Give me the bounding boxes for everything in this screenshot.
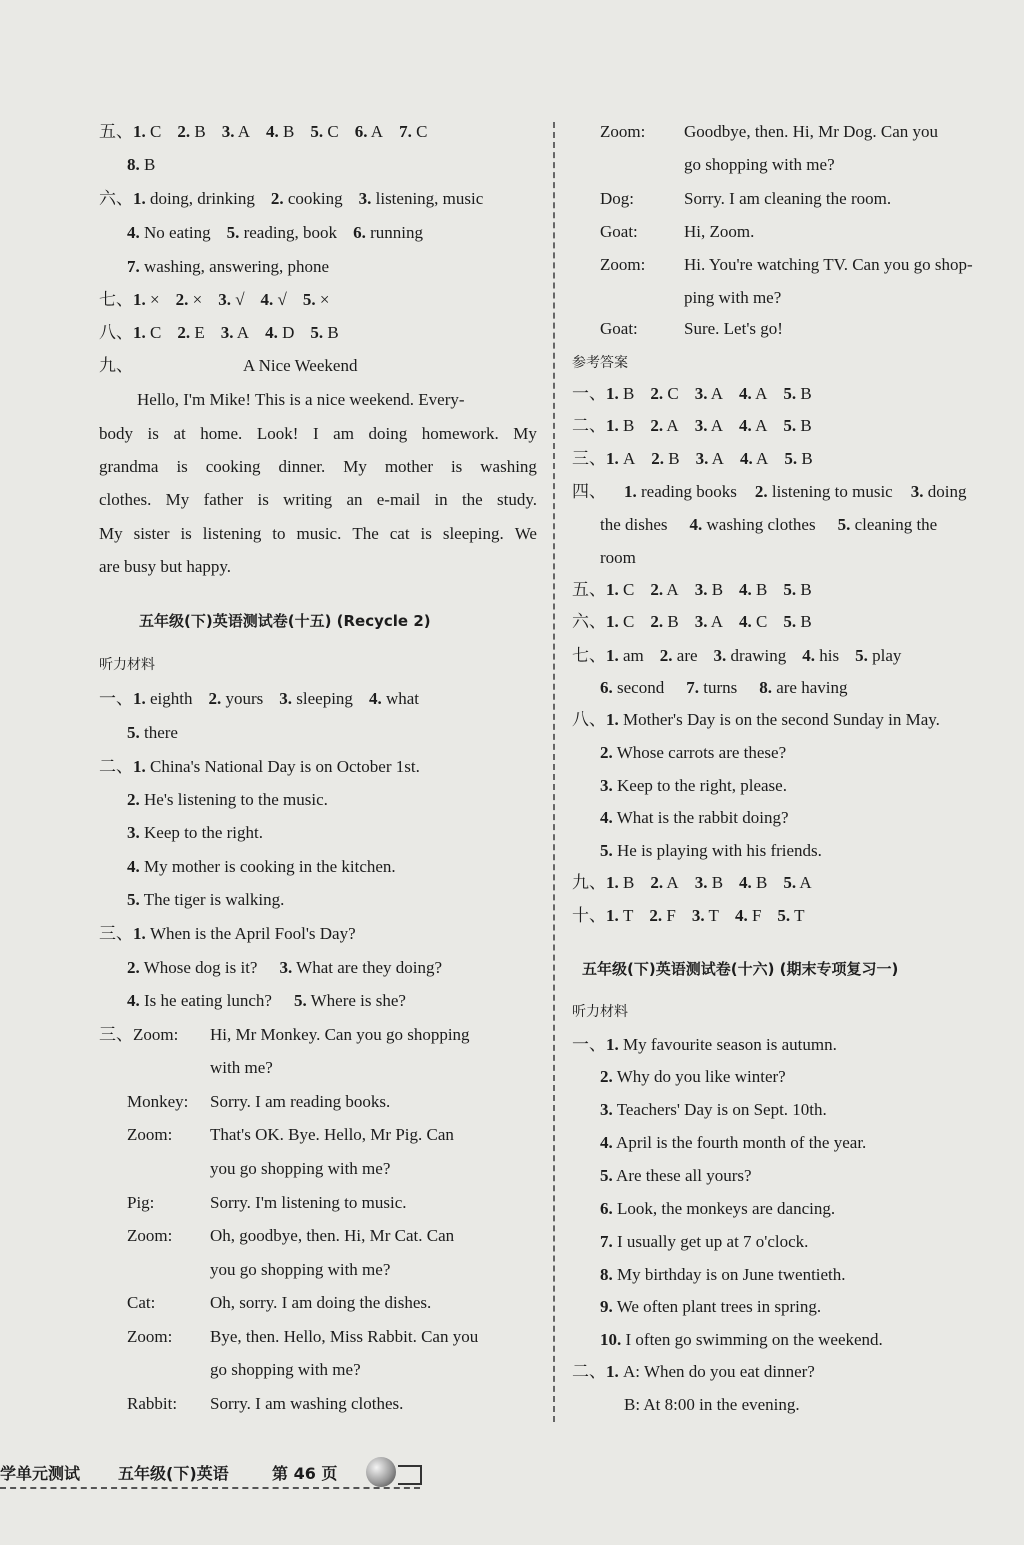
word: father [203,490,244,509]
right-line-9 [572,415,812,437]
text-segment: 4. My mother is cooking in the kitchen. [127,857,396,876]
text-segment: 4. washing clothes [689,515,816,534]
word: My [165,490,190,509]
text-segment: Sorry. I am cleaning the room. [684,189,892,208]
text-segment: Oh, goodbye, then. Hi, Mr Cat. Can [210,1226,455,1245]
text-segment: 5. He is playing with his friends. [600,841,822,860]
word: is [450,457,463,476]
text-segment: 5. B [783,416,812,435]
word: the [461,490,483,509]
text-segment: 二、 [572,1362,606,1381]
left-line-13: are busy but happy. [99,557,232,576]
text-segment: Sure. Let's go! [684,319,783,338]
text-segment: 4. B [739,580,768,599]
word: My [343,457,367,476]
left-line-37 [99,1393,403,1415]
text-segment: 十、 [572,906,606,925]
text-segment: 5. play [855,646,902,665]
left-line-30 [99,1158,390,1180]
text-segment: 5. The tiger is walking. [127,890,285,909]
right-line-15 [572,611,812,633]
word: clothes. [99,490,152,509]
word: We [514,524,537,543]
text-segment: 5. B [783,612,812,631]
text-segment: 4. D [265,323,295,342]
right-line-30 [600,1132,866,1154]
text-segment: 2. listening to music [754,482,893,501]
text-segment: 1. C [133,323,162,342]
footer-grade: 五年级(下)英语 [118,1464,229,1483]
text-segment: 8. B [127,155,156,174]
text-segment: 1. T [606,906,634,925]
left-line-11 [99,489,537,511]
text-segment: 1. Mother's Day is on the second Sunday in May. [606,710,940,729]
text-segment: 5. B [310,323,339,342]
word: sleeping. [442,524,504,543]
left-line-2 [99,188,483,210]
left-line-1 [127,154,155,176]
text-segment: 7. C [399,122,428,141]
text-segment: 2. are [659,646,698,665]
text-segment: 3. A [694,416,724,435]
text-segment: the dishes [600,515,668,534]
text-segment: 5. cleaning the [837,515,938,534]
text-segment: 5. B [783,384,812,403]
text-segment: 2. B [650,612,679,631]
left-line-34 [99,1292,431,1314]
word: an [346,490,363,509]
text-segment: with me? [210,1058,273,1077]
text-segment: 七、 [572,646,606,665]
text-segment: 3. drawing [713,646,787,665]
left-line-14: 五年级(下)英语测试卷(十五) (Recycle 2) [139,612,431,630]
text-segment: go shopping with me? [684,155,835,174]
left-line-21 [127,856,396,878]
left-line-20 [127,822,263,844]
text-segment: 8. My birthday is on June twentieth. [600,1265,846,1284]
left-line-3 [127,222,423,244]
text-segment: Cat: [127,1293,156,1312]
text-segment: 3. doing [910,482,967,501]
text-segment: Zoom: [600,122,646,141]
text-segment: Zoom: [127,1327,173,1346]
text-segment: 1. eighth [133,689,193,708]
text-segment: 5. A [783,873,812,892]
left-line-31 [99,1192,407,1214]
word: sister [133,524,170,543]
word: doing [368,424,408,443]
text-segment: 五、 [572,580,606,599]
left-line-26 [99,1024,470,1046]
right-line-3 [572,221,754,243]
left-line-12 [99,523,537,545]
left-line-8: Hello, I'm Mike! This is a nice weekend. Every- [137,390,465,409]
text-segment: 一、 [572,384,606,403]
left-line-5 [99,289,329,311]
left-line-17 [127,722,178,744]
right-line-13 [600,547,636,569]
text-segment: 2. B [651,449,680,468]
word: cat [389,524,410,543]
text-segment: 1. B [606,384,635,403]
text-segment: 2. cooking [270,189,343,208]
text-segment: B: At 8:00 in the evening. [624,1395,800,1414]
text-segment: 5. B [783,580,812,599]
left-line-10 [99,456,537,478]
text-segment: 3. B [694,873,724,892]
text-segment: you go shopping with me? [210,1260,391,1279]
word: homework. [421,424,499,443]
text-segment: room [600,548,636,567]
word: My [99,524,123,543]
text-segment: 4. his [802,646,840,665]
right-line-23 [572,872,812,894]
word: grandma [99,457,159,476]
text-segment: 2. C [650,384,679,403]
left-line-7 [99,355,357,377]
right-line-5 [572,287,781,309]
left-line-35 [99,1326,478,1348]
right-line-8 [572,383,812,405]
right-line-29 [600,1099,827,1121]
text-segment: Oh, sorry. I am doing the dishes. [210,1293,432,1312]
text-segment: 八、 [572,710,606,729]
text-segment: 1. When is the April Fool's Day? [133,924,356,943]
text-segment: 4. B [266,122,295,141]
right-line-34 [600,1264,846,1286]
text-segment: A Nice Weekend [243,356,358,375]
text-segment: That's OK. Bye. Hello, Mr Pig. Can [210,1125,454,1144]
right-line-10 [572,448,813,470]
right-line-12 [600,514,937,536]
right-line-2 [572,188,891,210]
word: is [176,457,188,476]
word: is [180,524,192,543]
text-segment: 5. C [310,122,339,141]
left-line-4 [127,256,329,278]
text-segment: 1. My favourite season is autumn. [606,1035,837,1054]
right-line-4 [572,254,973,276]
text-segment: 2. B [177,122,206,141]
text-segment: 4. What is the rabbit doing? [600,808,789,827]
word: Look! [256,424,299,443]
text-segment: Goat: [600,222,638,241]
text-segment: 一、 [572,1035,606,1054]
text-segment: 6. running [353,223,423,242]
right-line-19 [600,742,786,764]
text-segment: ping with me? [684,288,782,307]
right-line-33 [600,1231,808,1253]
footer-flag-icon [398,1465,422,1485]
left-line-24 [127,957,442,979]
text-segment: 9. We often plant trees in spring. [600,1297,822,1316]
right-line-28 [600,1066,786,1088]
text-segment: 4. April is the fourth month of the year. [600,1133,867,1152]
text-segment: 1. C [606,612,635,631]
text-segment: 二、 [572,416,606,435]
text-segment: 2. Why do you like winter? [600,1067,786,1086]
text-segment: 5. reading, book [226,223,338,242]
text-segment: 2. A [650,873,679,892]
word: mother [384,457,433,476]
text-segment: 三、Zoom: [99,1025,179,1044]
word: is [420,524,432,543]
word: washing [480,457,537,476]
text-segment: 八、 [99,323,133,342]
text-segment: 1. doing, drinking [133,189,255,208]
right-line-37 [572,1361,815,1383]
text-segment: 1. C [133,122,162,141]
left-line-18 [99,756,420,778]
word: I [312,424,319,443]
text-segment: 7. turns [686,678,738,697]
column-divider [553,122,555,1422]
left-line-6 [99,322,339,344]
footer-page-number: 第 46 页 [272,1464,338,1483]
text-segment: 3. listening, music [358,189,484,208]
word: am [333,424,354,443]
right-line-24 [572,905,804,927]
text-segment: 2. yours [208,689,264,708]
right-line-32 [600,1198,835,1220]
word: music. [296,524,342,543]
right-line-18 [572,709,940,731]
text-segment: Sorry. I am reading books. [210,1092,391,1111]
left-line-36 [99,1359,361,1381]
text-segment: 九、 [572,873,606,892]
word: cooking [205,457,261,476]
text-segment: 1. B [606,416,635,435]
right-line-35 [600,1296,821,1318]
text-segment: go shopping with me? [210,1360,361,1379]
right-line-17 [600,677,848,699]
text-segment: 3. T [691,906,719,925]
left-line-19 [127,789,328,811]
text-segment: 10. I often go swimming on the weekend. [600,1330,883,1349]
text-segment: 2. E [177,323,205,342]
text-segment: 3. A [220,323,250,342]
text-segment: Goat: [600,319,638,338]
word: is [147,424,159,443]
text-segment: 5. T [777,906,805,925]
right-line-6 [572,318,783,340]
text-segment: 4. B [739,873,768,892]
text-segment: 2. A [650,580,679,599]
text-segment: 1. reading books [624,482,737,501]
text-segment: Hi. You're watching TV. Can you go shop- [684,255,973,274]
right-line-27 [572,1034,837,1056]
right-line-11 [572,481,966,503]
right-line-0 [572,121,938,143]
text-segment: 6. A [354,122,384,141]
text-segment: 五、 [99,122,133,141]
word: writing [283,490,333,509]
left-line-33 [99,1259,390,1281]
right-line-22 [600,840,822,862]
text-segment: Zoom: [127,1226,173,1245]
text-segment: 1. A: When do you eat dinner? [606,1362,815,1381]
text-segment: 3. A [695,449,724,468]
text-segment: Pig: [127,1193,155,1212]
right-line-21 [600,807,789,829]
text-segment: 六、 [572,612,606,631]
text-segment: 7. I usually get up at 7 o'clock. [600,1232,809,1251]
text-segment: 3. Keep to the right. [127,823,263,842]
left-line-22 [127,889,284,911]
text-segment: 4. F [734,906,762,925]
footer-series: 学单元测试 [0,1464,81,1483]
word: body [99,424,133,443]
word: e-mail [376,490,421,509]
text-segment: 3. A [221,122,251,141]
text-segment: 4. Is he eating lunch? [127,991,272,1010]
text-segment: 2. He's listening to the music. [127,790,328,809]
text-segment: 5. there [127,723,178,742]
text-segment: 1. C [606,580,635,599]
text-segment: 2. × [175,290,203,309]
word: to [272,524,286,543]
word: study. [497,490,537,509]
left-line-15: 听力材料 [99,657,155,673]
text-segment: 3. sleeping [279,689,353,708]
text-segment: Dog: [600,189,634,208]
word: home. [200,424,243,443]
text-segment: Sorry. I'm listening to music. [210,1193,407,1212]
word: The [352,524,379,543]
text-segment: 3. Teachers' Day is on Sept. 10th. [600,1100,827,1119]
text-segment: 2. A [650,416,679,435]
text-segment: 6. second [600,678,665,697]
text-segment: 5. Are these all yours? [600,1166,752,1185]
right-line-20 [600,775,787,797]
text-segment: 2. Whose carrots are these? [600,743,787,762]
left-line-9 [99,423,537,445]
left-line-32 [99,1225,454,1247]
text-segment: 8. are having [759,678,848,697]
text-segment: 6. Look, the monkeys are dancing. [600,1199,836,1218]
text-segment: 二、 [99,757,133,776]
text-segment: 5. Where is she? [293,991,406,1010]
text-segment: 4. A [739,449,769,468]
text-segment: 4. A [739,416,768,435]
text-segment: 一、 [99,689,133,708]
text-segment: 三、 [572,449,606,468]
word: at [173,424,186,443]
text-segment: 三、 [99,924,133,943]
word: in [434,490,448,509]
page-footer [0,1455,430,1495]
left-line-25 [127,990,406,1012]
right-line-14 [572,579,812,601]
text-segment: 5. × [302,290,330,309]
text-segment: 4. √ [260,290,287,309]
text-segment: 4. A [739,384,768,403]
text-segment: 3. A [694,612,724,631]
word: listening [202,524,262,543]
left-line-28 [99,1091,390,1113]
text-segment: 7. washing, answering, phone [127,257,330,276]
text-segment: Goodbye, then. Hi, Mr Dog. Can you [684,122,939,141]
text-segment: Hi, Mr Monkey. Can you go shopping [210,1025,470,1044]
right-line-36 [600,1329,883,1351]
text-segment: you go shopping with me? [210,1159,391,1178]
text-segment: 3. A [694,384,724,403]
text-segment: 七、 [99,290,133,309]
left-line-29 [99,1124,454,1146]
text-segment: 四、 [572,482,606,501]
text-segment: Zoom: [600,255,646,274]
text-segment: 2. F [649,906,676,925]
text-segment: Rabbit: [127,1394,178,1413]
left-line-16 [99,688,419,710]
text-segment: Sorry. I am washing clothes. [210,1394,404,1413]
word: dinner. [278,457,326,476]
word: My [513,424,537,443]
right-line-16 [572,645,901,667]
text-segment: 4. C [739,612,768,631]
text-segment: 1. A [606,449,636,468]
text-segment: 4. No eating [127,223,211,242]
text-segment: 2. Whose dog is it? [127,958,258,977]
text-segment: 1. China's National Day is on October 1st. [133,757,420,776]
left-line-27 [99,1057,273,1079]
text-segment: 5. B [784,449,813,468]
right-line-31 [600,1165,752,1187]
text-segment: 3. What are they doing? [279,958,443,977]
word: is [257,490,269,509]
right-line-1 [572,154,835,176]
right-line-25: 五年级(下)英语测试卷(十六) (期末专项复习一) [582,960,899,978]
right-line-7: 参考答案 [572,355,628,371]
text-segment: 3. Keep to the right, please. [600,776,787,795]
left-line-0 [99,121,427,143]
right-line-38 [624,1394,800,1416]
right-line-26: 听力材料 [572,1004,628,1020]
footer-ornament-icon [366,1457,396,1487]
text-segment: 3. B [694,580,724,599]
text-segment: Hi, Zoom. [684,222,755,241]
text-segment: 六、 [99,189,133,208]
text-segment: Bye, then. Hello, Miss Rabbit. Can you [210,1327,479,1346]
text-segment: 1. B [606,873,635,892]
text-segment: 3. √ [218,290,245,309]
text-segment: 1. am [606,646,644,665]
text-segment: 1. × [133,290,160,309]
left-line-23 [99,923,356,945]
footer-rule [0,1487,420,1489]
text-segment: 4. what [368,689,419,708]
text-segment: Monkey: [127,1092,189,1111]
text-segment: 九、 [99,356,133,375]
text-segment: Zoom: [127,1125,173,1144]
